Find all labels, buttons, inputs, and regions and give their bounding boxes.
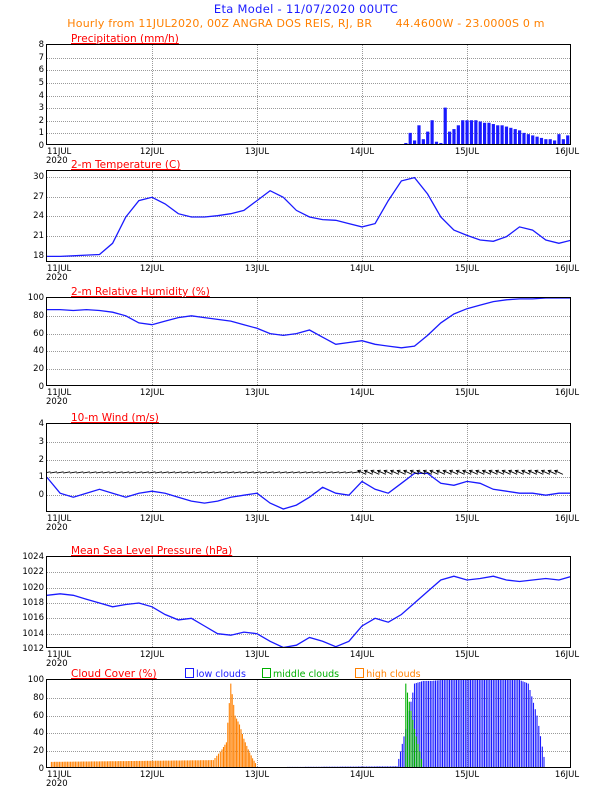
ytick-precip-0: 0 — [38, 141, 44, 151]
xtick-12jul-p4: 12JUL — [139, 514, 165, 524]
xtick-15jul-p1: 15JUL — [454, 147, 480, 157]
xaxis-year-p2: 2020 — [46, 273, 68, 283]
xtick-14jul-p4: 14JUL — [349, 514, 375, 524]
plot-mslp — [47, 557, 570, 647]
ytick-cc-40: 40 — [33, 728, 44, 739]
ytick-precip-1: 1 — [38, 128, 44, 139]
xtick-12jul-p2: 12JUL — [139, 264, 165, 274]
plot-wind — [47, 424, 570, 511]
subtitle-left: Hourly from 11JUL2020, 00Z ANGRA DOS REIS, RJ, BR — [67, 17, 373, 30]
xtick-15jul-p3: 15JUL — [454, 388, 480, 398]
xtick-12jul-p6: 12JUL — [139, 770, 165, 780]
legend-swatch-high-clouds — [355, 668, 364, 678]
xtick-15jul-p4: 15JUL — [454, 514, 480, 524]
xtick-13jul-p1: 13JUL — [244, 147, 270, 157]
ytick-mslp-1012: 1012 — [22, 644, 44, 654]
panel-title-mslp: Mean Sea Level Pressure (hPa) — [71, 545, 233, 557]
cloud-cover-bars — [47, 680, 570, 767]
xaxis-year-p5: 2020 — [46, 659, 68, 669]
ytick-temp-30: 30 — [33, 171, 44, 182]
xtick-13jul-p2: 13JUL — [244, 264, 270, 274]
ytick-temp-24: 24 — [33, 211, 44, 222]
panel-temperature — [33, 159, 580, 283]
mslp-line — [47, 557, 570, 647]
panel-title-temperature: 2-m Temperature (C) — [71, 159, 181, 171]
ytick-precip-8: 8 — [38, 40, 44, 50]
xtick-15jul-p2: 15JUL — [454, 264, 480, 274]
chart-subtitle-station — [0, 17, 612, 30]
xtick-11jul-p2: 11JUL — [47, 264, 72, 274]
ytick-precip-4: 4 — [38, 90, 44, 101]
panel-cloud-cover — [27, 668, 580, 789]
panel-title-relative-humidity: 2-m Relative Humidity (%) — [71, 286, 210, 298]
temperature-line — [47, 171, 570, 261]
ytick-mslp-1014: 1014 — [22, 628, 44, 639]
xtick-14jul-p3: 14JUL — [349, 388, 375, 398]
ytick-temp-27: 27 — [33, 191, 44, 202]
panel-wind — [38, 412, 580, 533]
ytick-mslp-1024: 1024 — [22, 552, 44, 562]
ytick-precip-2: 2 — [38, 115, 44, 126]
xtick-12jul-p1: 12JUL — [139, 147, 165, 157]
ytick-wind-2: 2 — [38, 454, 44, 465]
plot-temperature — [47, 171, 570, 261]
panel-relative-humidity — [27, 286, 580, 407]
ytick-cc-100: 100 — [27, 675, 44, 685]
wind-speed-line — [47, 424, 570, 511]
ytick-mslp-1018: 1018 — [22, 598, 44, 608]
plot-cloud-cover — [47, 680, 570, 767]
plot-relative-humidity — [47, 298, 570, 385]
xtick-13jul-p4: 13JUL — [244, 514, 270, 524]
xtick-14jul-p5: 14JUL — [349, 650, 375, 660]
ytick-wind-1: 1 — [38, 472, 44, 483]
ytick-mslp-1016: 1016 — [22, 613, 44, 624]
ytick-rh-80: 80 — [33, 310, 44, 321]
precipitation-bars — [47, 45, 570, 144]
panel-mean-sea-level-pressure — [22, 545, 580, 669]
ytick-rh-0: 0 — [38, 382, 44, 392]
ytick-rh-20: 20 — [33, 364, 44, 375]
ytick-cc-20: 20 — [33, 746, 44, 757]
chart-title-model: Eta Model - 11/07/2020 00UTC — [213, 2, 399, 16]
ytick-rh-40: 40 — [33, 346, 44, 357]
xtick-16jul-p5: 16JUL — [554, 650, 580, 660]
xtick-14jul-p1: 14JUL — [349, 147, 375, 157]
xtick-15jul-p6: 15JUL — [454, 770, 480, 780]
xaxis-year-p3: 2020 — [46, 397, 68, 407]
panel-title-wind: 10-m Wind (m/s) — [71, 412, 159, 424]
xtick-13jul-p6: 13JUL — [244, 770, 270, 780]
ytick-cc-60: 60 — [33, 710, 44, 721]
ytick-cc-80: 80 — [33, 692, 44, 703]
xtick-11jul-p4: 11JUL — [47, 514, 72, 524]
xtick-14jul-p6: 14JUL — [349, 770, 375, 780]
xtick-15jul-p5: 15JUL — [454, 650, 480, 660]
ytick-cc-0: 0 — [38, 764, 44, 774]
xaxis-year-p4: 2020 — [46, 523, 68, 533]
xtick-16jul-p3: 16JUL — [554, 388, 580, 398]
ytick-rh-60: 60 — [33, 328, 44, 339]
legend-high-clouds: high clouds — [355, 669, 420, 680]
ytick-mslp-1020: 1020 — [22, 582, 44, 593]
xtick-11jul-p1: 11JUL — [47, 147, 72, 157]
xtick-16jul-p6: 16JUL — [554, 770, 580, 780]
cloud-cover-legend — [185, 668, 421, 680]
panel-title-cloud-cover: Cloud Cover (%) — [71, 668, 157, 680]
panel-title-precipitation: Precipitation (mm/h) — [71, 33, 179, 45]
ytick-wind-0: 0 — [38, 490, 44, 501]
ytick-temp-21: 21 — [33, 231, 44, 241]
xtick-13jul-p3: 13JUL — [244, 388, 270, 398]
xtick-14jul-p2: 14JUL — [349, 264, 375, 274]
plot-precipitation — [47, 45, 570, 144]
ytick-precip-5: 5 — [38, 77, 44, 88]
relative-humidity-line — [47, 298, 570, 385]
xtick-16jul-p4: 16JUL — [554, 514, 580, 524]
xaxis-year-p1: 2020 — [46, 156, 68, 166]
ytick-precip-7: 7 — [38, 52, 44, 63]
legend-middle-clouds: middle clouds — [262, 669, 342, 680]
ytick-mslp-1022: 1022 — [22, 567, 44, 578]
xtick-16jul-p1: 16JUL — [554, 147, 580, 157]
xtick-16jul-p2: 16JUL — [554, 264, 580, 274]
ytick-rh-100: 100 — [27, 293, 44, 303]
xtick-12jul-p5: 12JUL — [139, 650, 165, 660]
xtick-11jul-p5: 11JUL — [47, 650, 72, 660]
xtick-11jul-p3: 11JUL — [47, 388, 72, 398]
xaxis-year-p6: 2020 — [46, 779, 68, 789]
xtick-11jul-p6: 11JUL — [47, 770, 72, 780]
ytick-wind-3: 3 — [38, 436, 44, 447]
ytick-wind-4: 4 — [38, 419, 44, 429]
ytick-precip-3: 3 — [38, 103, 44, 114]
ytick-precip-6: 6 — [38, 65, 44, 76]
xtick-13jul-p5: 13JUL — [244, 650, 270, 660]
ytick-temp-18: 18 — [33, 250, 44, 261]
legend-swatch-middle-clouds — [262, 668, 271, 678]
legend-low-clouds: low clouds — [185, 669, 249, 680]
legend-swatch-low-clouds — [185, 668, 194, 678]
xtick-12jul-p3: 12JUL — [139, 388, 165, 398]
subtitle-right: 44.4600W - 23.0000S 0 m — [395, 17, 545, 30]
